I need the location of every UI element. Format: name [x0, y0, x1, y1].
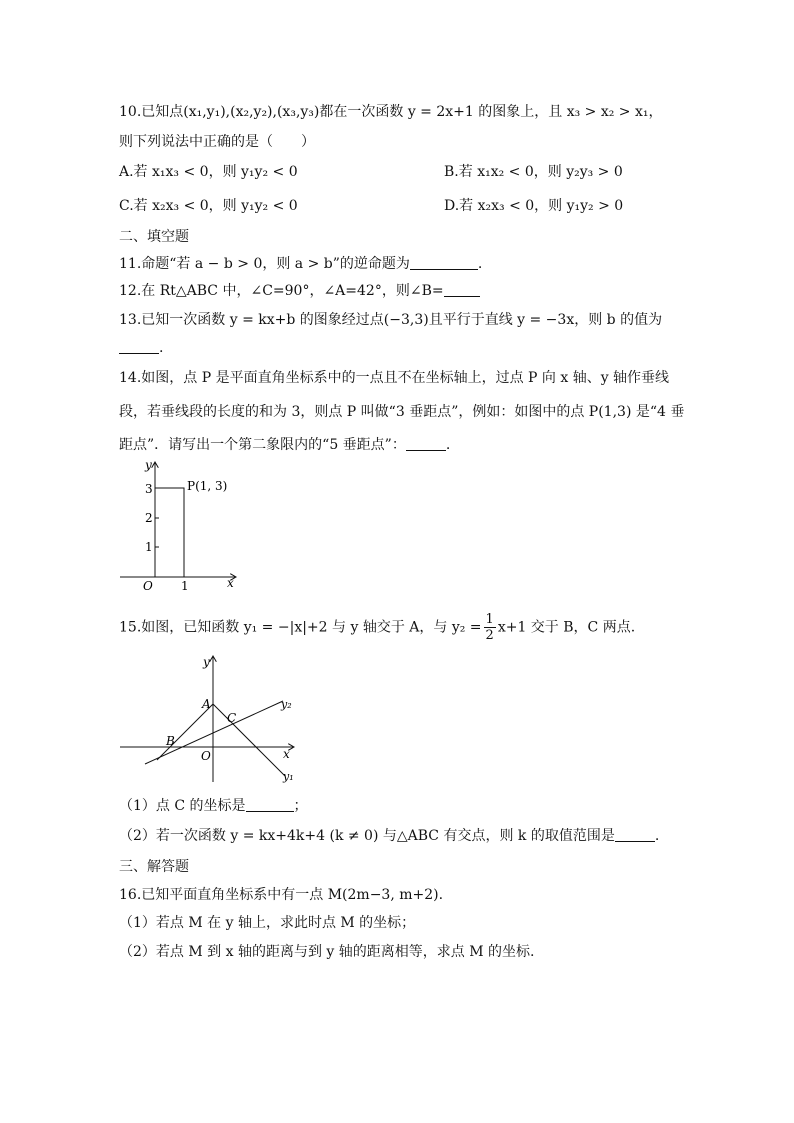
q16-sub1: （1）若点 M 在 y 轴上，求此时点 M 的坐标；: [119, 915, 416, 931]
q14-line2: 段，若垂线段的长度的和为 3，则点 P 叫做“3 垂距点”，例如：如图中的点 P(1,3) 是“4 垂: [119, 404, 685, 420]
tick-label-y-1: 1: [145, 540, 153, 554]
q10-option-a: A.若 x₁x₃ < 0，则 y₁y₂ < 0: [119, 164, 298, 180]
line-y2: [145, 701, 283, 764]
q15-sub1: （1）点 C 的坐标是 ；: [119, 798, 308, 814]
point-b-label: B: [166, 734, 175, 748]
answer-blank: [615, 827, 655, 842]
answer-blank: [410, 255, 478, 270]
section-solution-heading: 三、解答题: [119, 859, 189, 875]
y-axis-label: y: [145, 458, 152, 472]
q16-stem: 16.已知平面直角坐标系中有一点 M(2m−3, m+2).: [119, 887, 444, 903]
q11: 11.命题“若 a − b > 0，则 a > b”的逆命题为 .: [119, 256, 483, 272]
answer-blank: [119, 339, 159, 354]
fraction-one-half: $\frac{1}{2}$: [485, 612, 494, 643]
y-axis-label: y: [203, 655, 210, 669]
tick-label-x-1: 1: [181, 579, 189, 593]
q16-sub2: （2）若点 M 到 x 轴的距离与到 y 轴的距离相等，求点 M 的坐标.: [119, 944, 535, 960]
q10-stem-line2: 则下列说法中正确的是（ ）: [119, 134, 315, 150]
q12: 12.在 Rt△ABC 中，∠C=90°，∠A=42°，则∠B=: [119, 281, 480, 301]
q15-function-graph: [115, 652, 305, 787]
point-p-label: P(1, 3): [187, 479, 228, 493]
q13-line2: .: [119, 338, 163, 358]
tick-label-y-2: 2: [145, 511, 153, 525]
q13-line1: 13.已知一次函数 y = kx+b 的图象经过点(−3,3)且平行于直线 y = −3x，则 b 的值为: [119, 312, 663, 328]
section-fill-blank-heading: 二、填空题: [119, 229, 189, 245]
x-axis-label: x: [227, 576, 234, 590]
q10-option-b: B.若 x₁x₂ < 0，则 y₂y₃ > 0: [444, 164, 623, 180]
tick-label-y-3: 3: [145, 482, 153, 496]
q15-stem: 15.如图，已知函数 y₁ = −|x|+2 与 y 轴交于 A，与 y₂ = $\frac{1}{2}$ x+1 交于 B，C 两点.: [119, 612, 636, 643]
q14-line3: 距点”．请写出一个第二象限内的“5 垂距点”： .: [119, 437, 451, 453]
x-axis-label: x: [283, 747, 290, 761]
q10-stem-line1: 10.已知点(x₁,y₁),(x₂,y₂),(x₃,y₃)都在一次函数 y = 2x+1 的图象上，且 x₃ > x₂ > x₁，: [119, 104, 663, 120]
answer-blank: [246, 797, 294, 812]
q10-option-c: C.若 x₂x₃ < 0，则 y₁y₂ < 0: [119, 198, 298, 214]
point-a-label: A: [202, 697, 211, 711]
q10-option-d: D.若 x₂x₃ < 0，则 y₁y₂ > 0: [444, 198, 624, 214]
point-c-label: C: [227, 711, 237, 725]
q15-sub2: （2）若一次函数 y = kx+4k+4 (k ≠ 0) 与△ABC 有交点，则 k 的取值范围是 .: [119, 828, 660, 844]
q14-coordinate-graph: [115, 455, 245, 595]
line-y2-label: y₂: [281, 698, 292, 711]
answer-blank: [406, 436, 446, 451]
answer-blank: [444, 282, 480, 297]
q14-line1: 14.如图，点 P 是平面直角坐标系中的一点且不在坐标轴上，过点 P 向 x 轴、y 轴作垂线: [119, 370, 670, 386]
origin-label: O: [201, 749, 211, 763]
origin-label: O: [143, 579, 153, 593]
perpendicular-rectangle: [155, 488, 184, 577]
line-y1-label: y₁: [283, 770, 294, 783]
line-y1-right: [213, 704, 285, 776]
